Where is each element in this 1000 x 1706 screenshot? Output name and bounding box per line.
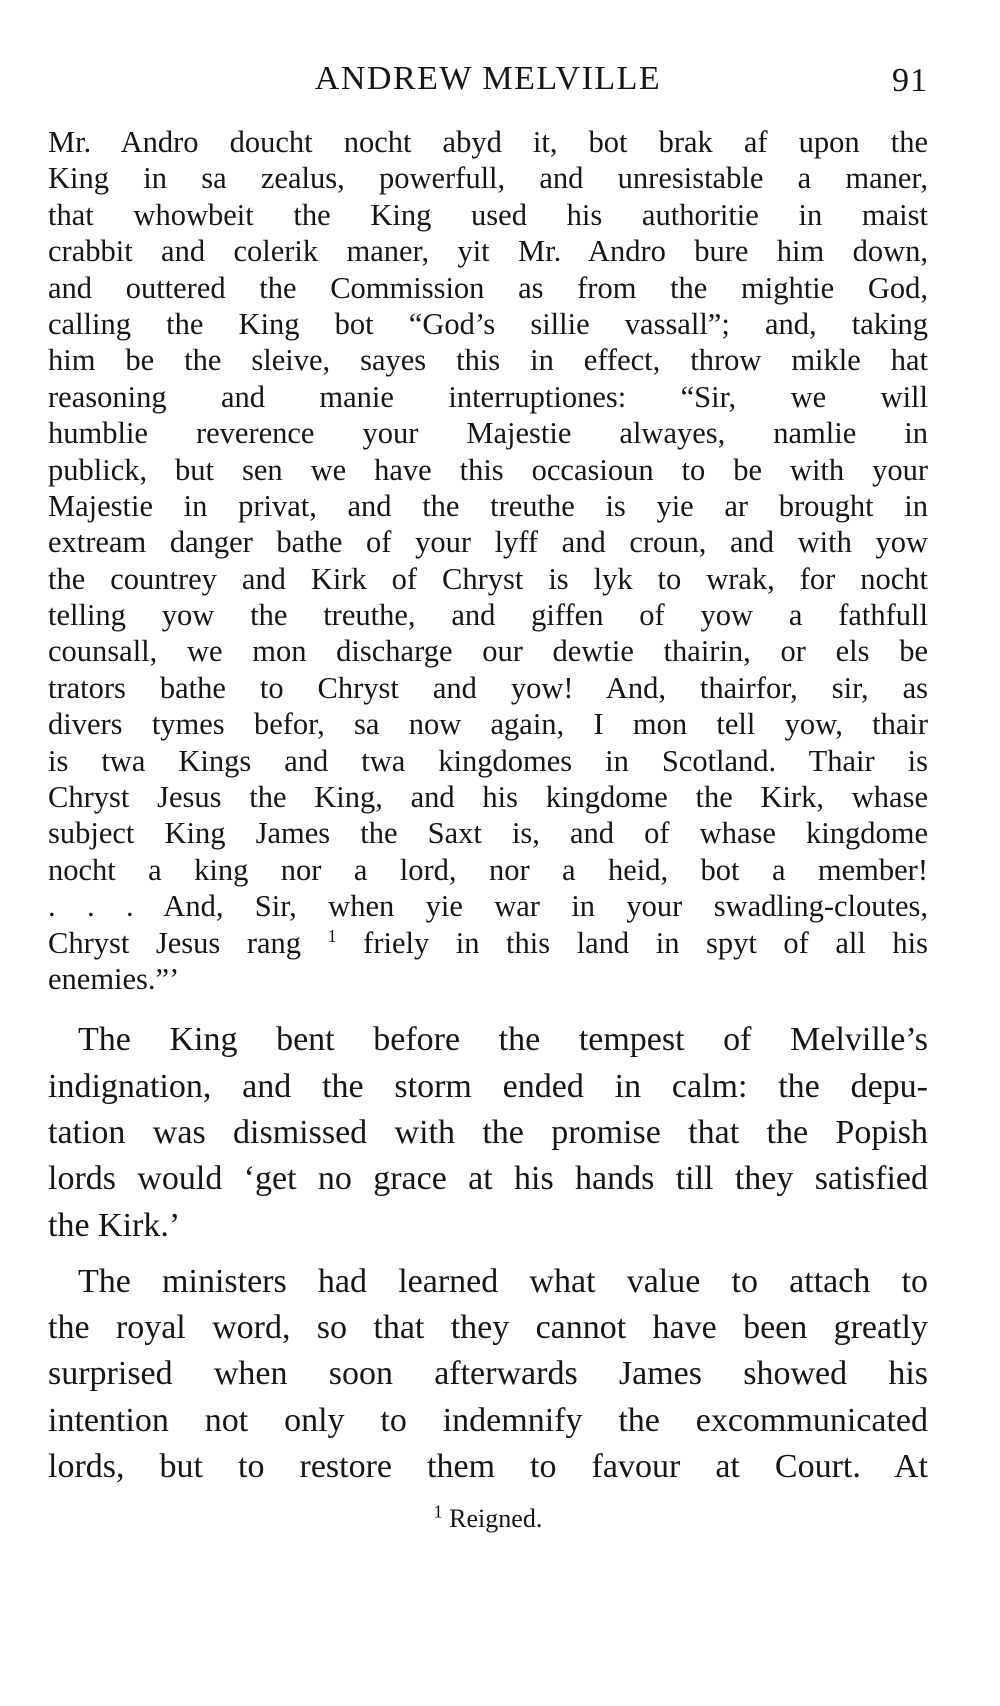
quote-line: King in sa zealus, powerfull, and unresistable a maner, — [48, 161, 928, 196]
quote-line-with-footnote-mark — [48, 925, 928, 961]
paragraph-line: tation was dismissed with the promise that the Popish — [48, 1113, 928, 1151]
footnote-mark: 1 — [433, 1501, 443, 1522]
quote-line: Chryst Jesus the King, and his kingdome the Kirk, whase — [48, 780, 928, 815]
quote-line: humblie reverence your Majestie alwayes, namlie in — [48, 416, 928, 451]
footnote — [48, 1501, 928, 1534]
quote-line: trators bathe to Chryst and yow! And, thairfor, sir, as — [48, 670, 928, 705]
paragraph-line: lords would ‘get no grace at his hands till they satisfied — [48, 1160, 928, 1198]
paragraph-line: indignation, and the storm ended in calm: the depu- — [48, 1067, 928, 1105]
paragraph-line: the royal word, so that they cannot have been greatly — [48, 1309, 928, 1347]
paragraph-line: lords, but to restore them to favour at Court. At — [48, 1448, 928, 1486]
quote-line: enemies.”’ — [48, 961, 180, 996]
paragraph-line: The ministers had learned what value to attach to — [78, 1262, 928, 1300]
paragraph-2 — [48, 1259, 928, 1490]
quote-line: and outtered the Commission as from the mightie God, — [48, 270, 928, 305]
quote-line: publick, but sen we have this occasioun to be with your — [48, 452, 928, 487]
quote-line: subject King James the Saxt is, and of whase kingdome — [48, 816, 928, 851]
footnote-reference: 1 — [327, 925, 337, 946]
quote-line: calling the King bot “God’s sillie vassall”; and, taking — [48, 306, 928, 341]
paragraph-line: the Kirk.’ — [48, 1206, 181, 1244]
paragraph-line: The King bent before the tempest of Melville’s — [78, 1021, 928, 1059]
quote-line: . . . And, Sir, when yie war in your swadling-cloutes, — [48, 889, 928, 924]
quote-line: crabbit and colerik maner, yit Mr. Andro bure him down, — [48, 234, 928, 269]
quotation-block — [48, 124, 928, 997]
paragraph-1 — [48, 1017, 928, 1248]
footnote-text: Reigned. — [442, 1504, 543, 1534]
page-number: 91 — [892, 62, 928, 99]
quote-line: is twa Kings and twa kingdomes in Scotland. Thair is — [48, 743, 928, 778]
quote-line: reasoning and manie interruptiones: “Sir, we will — [48, 379, 928, 414]
quote-line: that whowbeit the King used his authoritie in maist — [48, 197, 928, 232]
running-title: ANDREW MELVILLE — [314, 60, 662, 97]
paragraph-line: intention not only to indemnify the excommunicated — [48, 1401, 928, 1439]
quote-line: Mr. Andro doucht nocht abyd it, bot brak af upon the — [48, 125, 928, 159]
book-page — [48, 60, 928, 1534]
running-head — [48, 60, 928, 110]
quote-line: the countrey and Kirk of Chryst is lyk to wrak, for nocht — [48, 561, 928, 596]
quote-line: telling yow the treuthe, and giffen of yow a fathfull — [48, 598, 928, 633]
quote-line: counsall, we mon discharge our dewtie thairin, or els be — [48, 634, 928, 669]
paragraph-line: surprised when soon afterwards James showed his — [48, 1355, 928, 1393]
quote-line-text: Chryst Jesus rang — [48, 925, 302, 960]
quote-line-text: friely in this land in spyt of all his — [336, 925, 929, 960]
quote-line: extream danger bathe of your lyff and croun, and with yow — [48, 525, 928, 560]
quote-line: nocht a king nor a lord, nor a heid, bot a member! — [48, 852, 928, 887]
quote-line: him be the sleive, sayes this in effect, throw mikle hat — [48, 343, 928, 378]
quote-line: divers tymes befor, sa now again, I mon tell yow, thair — [48, 707, 928, 742]
quote-line: Majestie in privat, and the treuthe is yie ar brought in — [48, 488, 928, 523]
